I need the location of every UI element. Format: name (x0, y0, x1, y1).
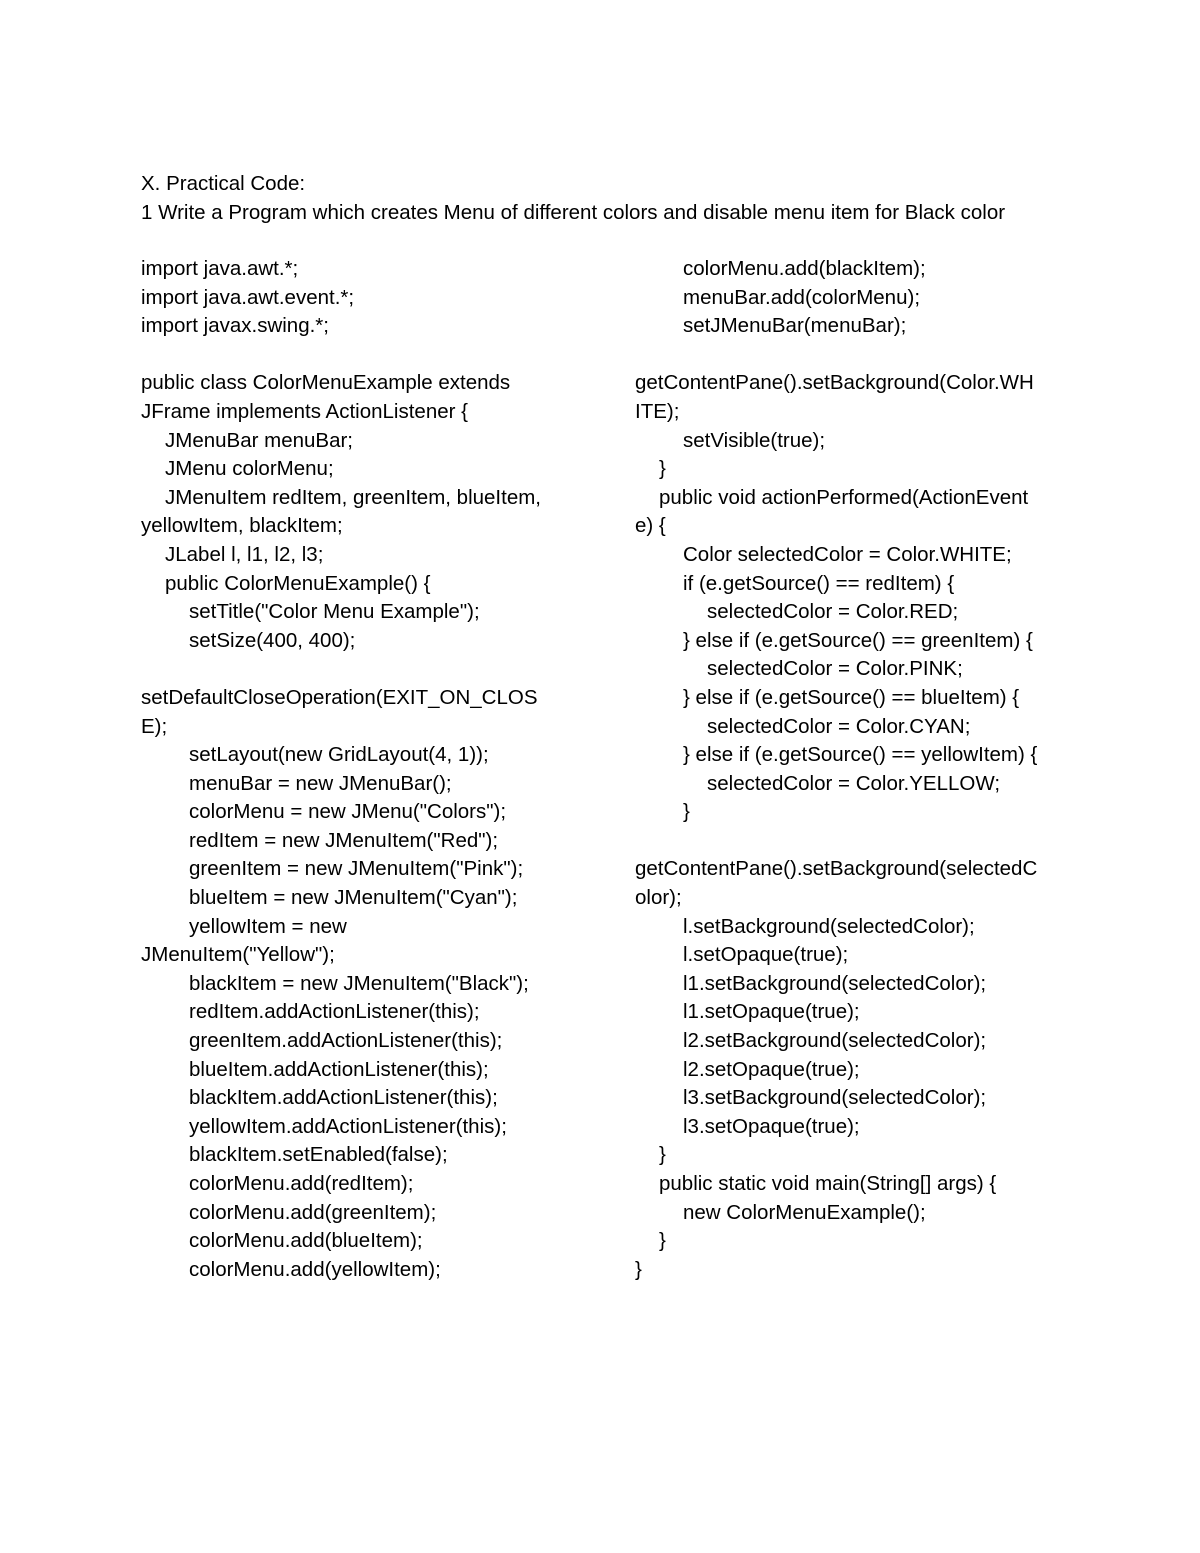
code-line: colorMenu = new JMenu("Colors"); (189, 800, 507, 824)
code-line: E); (141, 714, 168, 738)
code-line: setVisible(true); (683, 428, 826, 452)
code-line (635, 827, 1075, 856)
code-line: } (635, 1257, 642, 1281)
code-line: colorMenu.add(yellowItem); (189, 1257, 441, 1281)
code-line: JMenuBar menuBar; (165, 428, 354, 452)
code-line: import javax.swing.*; (141, 314, 329, 338)
code-line: selectedColor = Color.RED; (707, 600, 959, 624)
code-line: } else if (e.getSource() == yellowItem) { (683, 743, 1038, 767)
code-line: getContentPane().setBackground(Color.WH (635, 371, 1034, 395)
code-line: l1.setOpaque(true); (683, 1000, 860, 1024)
code-column-right (635, 255, 1075, 1284)
code-line: e) { (635, 514, 666, 538)
code-line: Color selectedColor = Color.WHITE; (683, 542, 1012, 566)
code-line: blueItem.addActionListener(this); (189, 1057, 489, 1081)
code-line: JLabel l, l1, l2, l3; (165, 542, 324, 566)
code-line: import java.awt.*; (141, 257, 299, 280)
code-line: colorMenu.add(blackItem); (683, 257, 926, 280)
code-line: l.setOpaque(true); (683, 943, 849, 967)
code-line: selectedColor = Color.YELLOW; (707, 771, 1001, 795)
code-line: yellowItem, blackItem; (141, 514, 343, 538)
code-line (141, 341, 581, 370)
code-line: redItem.addActionListener(this); (189, 1000, 480, 1024)
code-line: selectedColor = Color.CYAN; (707, 714, 971, 738)
code-line: } (659, 457, 666, 481)
code-line: setLayout(new GridLayout(4, 1)); (189, 743, 489, 767)
code-line: l1.setBackground(selectedColor); (683, 971, 987, 995)
code-line: greenItem = new JMenuItem("Pink"); (189, 857, 524, 881)
code-line: blackItem = new JMenuItem("Black"); (189, 971, 529, 995)
code-line: colorMenu.add(redItem); (189, 1172, 414, 1195)
code-line: l2.setOpaque(true); (683, 1057, 860, 1081)
code-line (141, 655, 581, 684)
code-line: blackItem.addActionListener(this); (189, 1086, 498, 1110)
code-line: l3.setOpaque(true); (683, 1114, 860, 1138)
code-line: olor); (635, 886, 682, 910)
code-line: } (659, 1229, 666, 1253)
code-line: blackItem.setEnabled(false); (189, 1143, 448, 1167)
code-line: colorMenu.add(blueItem); (189, 1229, 423, 1253)
code-line: JMenuItem("Yellow"); (141, 943, 335, 967)
code-line: JMenuItem redItem, greenItem, blueItem, (165, 485, 541, 509)
code-line: if (e.getSource() == redItem) { (683, 571, 955, 595)
code-line: setTitle("Color Menu Example"); (189, 600, 480, 624)
code-line: new ColorMenuExample(); (683, 1200, 926, 1224)
code-line (635, 341, 1075, 370)
code-line: greenItem.addActionListener(this); (189, 1029, 503, 1053)
code-line: yellowItem.addActionListener(this); (189, 1114, 507, 1138)
code-line: public static void main(String[] args) { (659, 1172, 997, 1195)
code-line: } (683, 800, 690, 824)
question-text: 1 Write a Program which creates Menu of different colors and disable menu item for Black color (141, 201, 1006, 224)
code-line: setSize(400, 400); (189, 628, 356, 652)
code-line: } else if (e.getSource() == greenItem) { (683, 628, 1033, 652)
code-line: yellowItem = new (189, 914, 347, 938)
section-heading: X. Practical Code: (141, 172, 306, 195)
code-line: redItem = new JMenuItem("Red"); (189, 828, 499, 852)
code-line: blueItem = new JMenuItem("Cyan"); (189, 886, 518, 910)
code-line: selectedColor = Color.PINK; (707, 657, 963, 681)
code-line: menuBar = new JMenuBar(); (189, 771, 452, 795)
code-line: public void actionPerformed(ActionEvent (659, 485, 1029, 509)
code-line: JFrame implements ActionListener { (141, 399, 468, 423)
code-line: l3.setBackground(selectedColor); (683, 1086, 987, 1110)
code-line: setDefaultCloseOperation(EXIT_ON_CLOS (141, 685, 538, 709)
code-line: } else if (e.getSource() == blueItem) { (683, 685, 1020, 709)
code-column-left (141, 255, 581, 1284)
code-line: ITE); (635, 399, 680, 423)
code-line: JMenu colorMenu; (165, 457, 334, 481)
code-line: getContentPane().setBackground(selectedC (635, 857, 1038, 881)
code-line: l2.setBackground(selectedColor); (683, 1029, 987, 1053)
code-line: setJMenuBar(menuBar); (683, 314, 907, 338)
code-line: public ColorMenuExample() { (165, 571, 431, 595)
code-line: public class ColorMenuExample extends (141, 371, 511, 395)
code-line: colorMenu.add(greenItem); (189, 1200, 437, 1224)
code-line: import java.awt.event.*; (141, 285, 355, 309)
code-line: } (659, 1143, 666, 1167)
code-line: l.setBackground(selectedColor); (683, 914, 975, 938)
code-line: menuBar.add(colorMenu); (683, 285, 921, 309)
